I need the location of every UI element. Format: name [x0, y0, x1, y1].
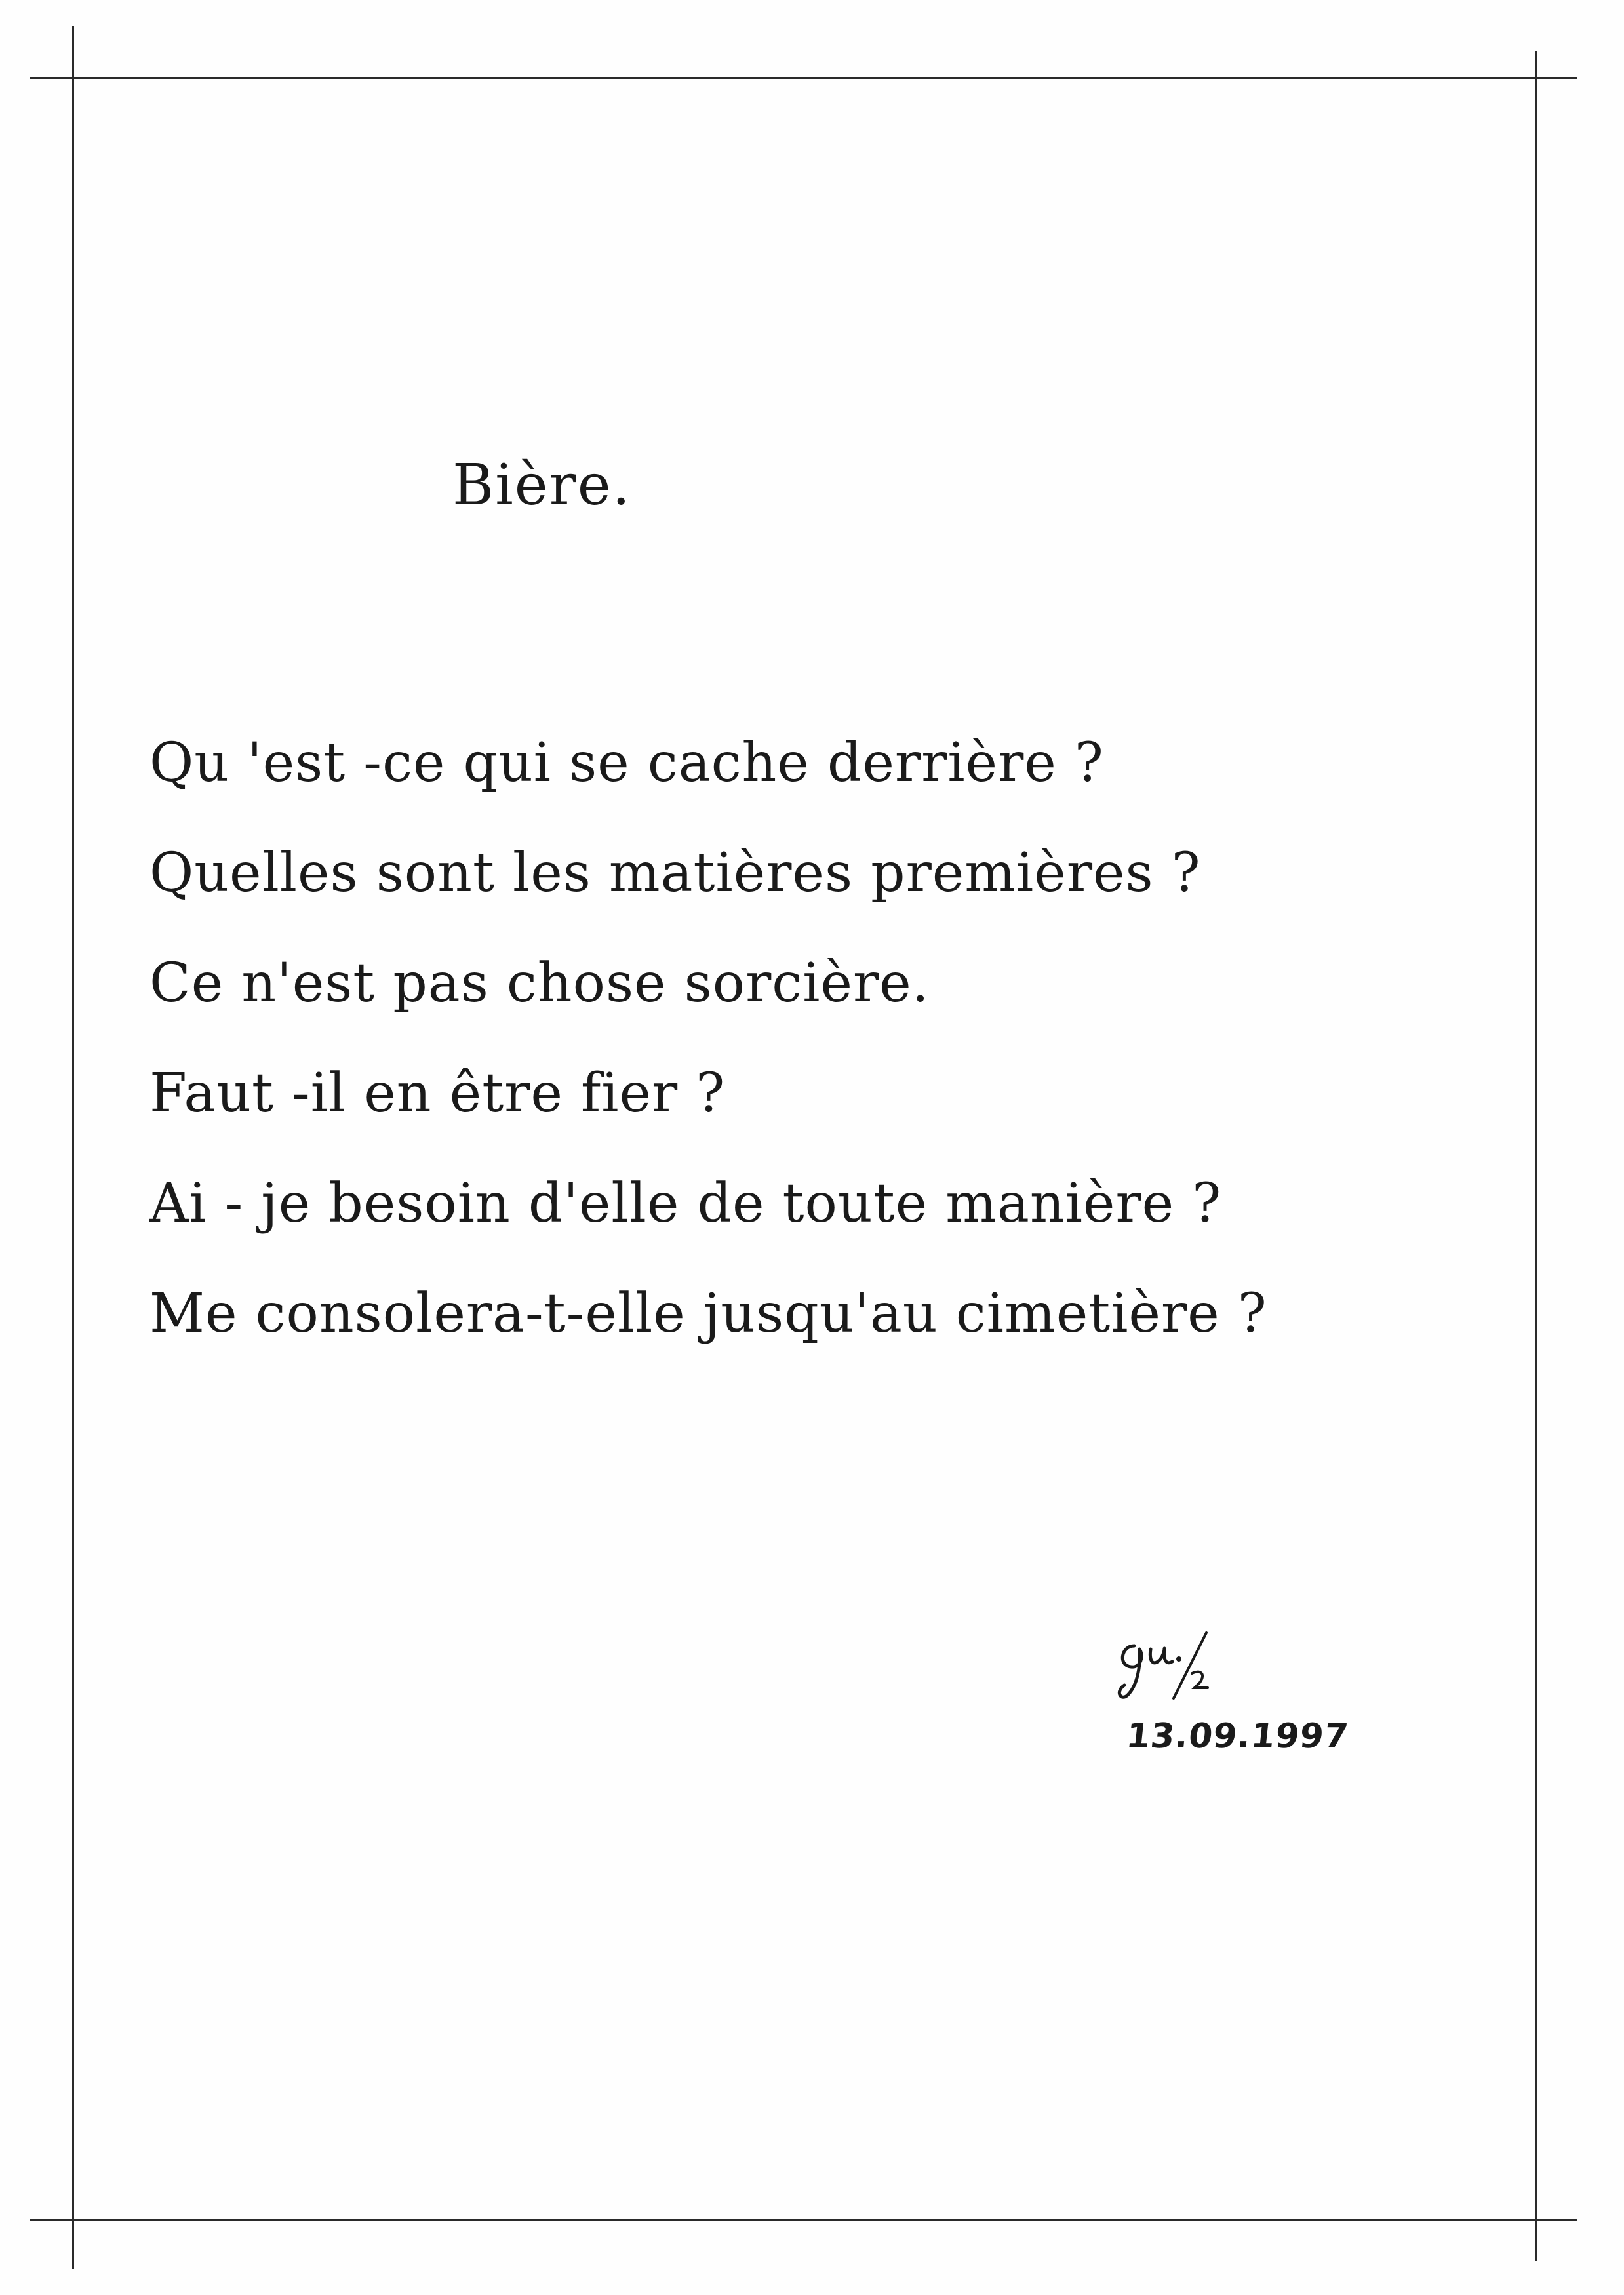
poem-line: Quelles sont les matières premières ? — [149, 842, 1201, 904]
poem-line: Ce n'est pas chose sorcière. — [149, 952, 930, 1014]
frame-line-left — [72, 26, 74, 2269]
frame-line-bottom — [30, 2219, 1577, 2221]
frame-line-top — [30, 77, 1577, 79]
handwritten-signature — [1108, 1620, 1239, 1718]
poem-line: Ai - je besoin d'elle de toute manière ? — [149, 1172, 1222, 1235]
poem-title: Bière. — [452, 452, 631, 518]
poem-line: Qu 'est -ce qui se cache derrière ? — [149, 732, 1104, 794]
poem-line: Me consolera-t-elle jusqu'au cimetière ? — [149, 1283, 1267, 1345]
frame-line-right — [1535, 51, 1537, 2261]
date-label: 13.09.1997 — [1124, 1717, 1351, 1756]
poem-line: Faut -il en être fier ? — [149, 1062, 726, 1125]
poem-body — [149, 708, 1267, 1369]
